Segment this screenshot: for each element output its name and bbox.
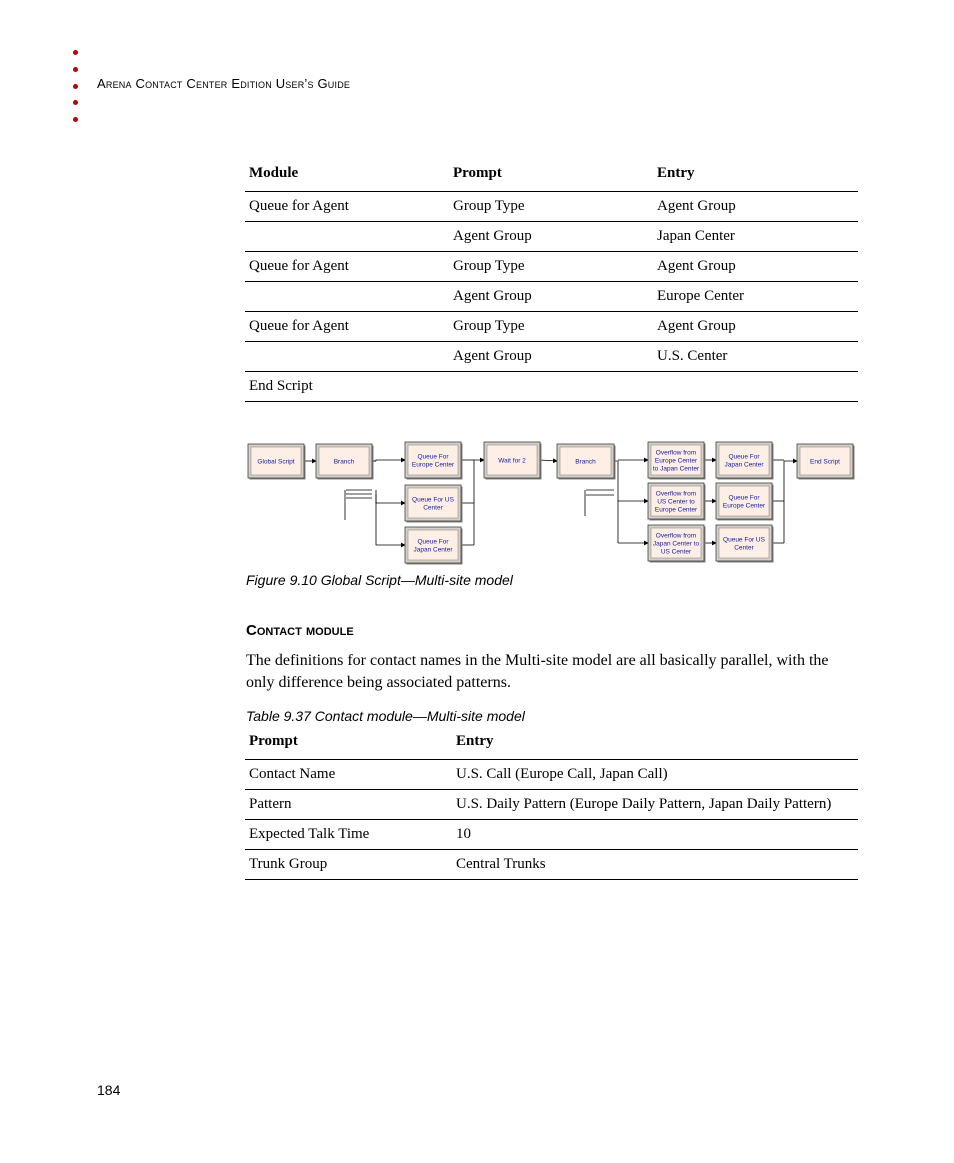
box-label: Overflow from bbox=[655, 532, 697, 540]
box-label: Overflow from bbox=[655, 490, 697, 498]
diagram-box-ov1 bbox=[648, 442, 706, 480]
table-row bbox=[245, 312, 858, 342]
connector-line bbox=[784, 461, 797, 543]
table-cell bbox=[653, 372, 858, 402]
box-label: Japan Center bbox=[413, 546, 453, 554]
column-header: Module bbox=[245, 155, 449, 192]
table-cell: Queue for Agent bbox=[245, 192, 449, 222]
diagram-box-q-us2 bbox=[716, 525, 774, 563]
table-cell: Agent Group bbox=[653, 252, 858, 282]
table-header-row bbox=[245, 155, 858, 192]
box-label: Branch bbox=[575, 458, 596, 466]
table-cell: Group Type bbox=[449, 312, 653, 342]
table-row bbox=[245, 252, 858, 282]
box-label: Europe Center bbox=[654, 457, 698, 465]
figure-caption: Figure 9.10 Global Script—Multi-site model bbox=[246, 572, 513, 588]
bullet-icon bbox=[73, 117, 78, 122]
table-cell: 10 bbox=[452, 820, 858, 850]
diagram-box-wait bbox=[484, 442, 542, 480]
table-cell: Contact Name bbox=[245, 760, 452, 790]
table-cell: Group Type bbox=[449, 252, 653, 282]
diagram-box-global bbox=[248, 444, 306, 480]
box-label: Center bbox=[734, 544, 754, 552]
table-row bbox=[245, 820, 858, 850]
connector-line bbox=[376, 460, 405, 461]
box-label: Queue For US bbox=[723, 536, 765, 544]
box-label: Queue For bbox=[417, 538, 449, 546]
diagram-box-q-japan2 bbox=[716, 442, 774, 480]
table-cell: Expected Talk Time bbox=[245, 820, 452, 850]
table-cell: Agent Group bbox=[449, 342, 653, 372]
table-cell: Queue for Agent bbox=[245, 252, 449, 282]
diagram-box-branch1 bbox=[316, 444, 374, 480]
box-label: Japan Center bbox=[724, 461, 764, 469]
table-cell: Group Type bbox=[449, 192, 653, 222]
table-header-row bbox=[245, 723, 858, 760]
table-cell bbox=[449, 372, 653, 402]
table-row bbox=[245, 222, 858, 252]
diagram-box-q-japan1 bbox=[405, 527, 463, 565]
diagram-box-ov2 bbox=[648, 483, 706, 521]
table-cell: U.S. Daily Pattern (Europe Daily Pattern, Japan Daily Pattern) bbox=[452, 790, 858, 820]
box-label: Europe Center bbox=[722, 502, 766, 510]
table-cell: U.S. Call (Europe Call, Japan Call) bbox=[452, 760, 858, 790]
table-row bbox=[245, 850, 858, 880]
table-cell: Agent Group bbox=[449, 282, 653, 312]
table-row bbox=[245, 192, 858, 222]
box-label: Queue For bbox=[728, 494, 760, 502]
box-label: Europe Center bbox=[654, 506, 698, 514]
section-heading: Contact module bbox=[246, 622, 354, 639]
table-cell bbox=[245, 342, 449, 372]
table-cell: Agent Group bbox=[449, 222, 653, 252]
table-cell: End Script bbox=[245, 372, 449, 402]
table-row bbox=[245, 282, 858, 312]
table-row bbox=[245, 760, 858, 790]
table-cell: Japan Center bbox=[653, 222, 858, 252]
contact-table bbox=[245, 723, 858, 880]
table-cell: Agent Group bbox=[653, 312, 858, 342]
table-cell bbox=[245, 282, 449, 312]
bullet-icon bbox=[73, 50, 78, 55]
bullet-icon bbox=[73, 84, 78, 89]
box-label: to Japan Center bbox=[652, 465, 700, 473]
table-cell: Central Trunks bbox=[452, 850, 858, 880]
box-label: Japan Center to bbox=[652, 540, 700, 548]
flow-diagram bbox=[246, 438, 858, 566]
flow-diagram-canvas bbox=[246, 438, 858, 566]
table-row bbox=[245, 372, 858, 402]
script-table bbox=[245, 155, 858, 402]
table-cell: U.S. Center bbox=[653, 342, 858, 372]
diagram-box-end bbox=[797, 444, 855, 480]
table-cell: Queue for Agent bbox=[245, 312, 449, 342]
column-header: Prompt bbox=[245, 723, 452, 760]
diagram-box-q-us1 bbox=[405, 485, 463, 523]
table-cell: Trunk Group bbox=[245, 850, 452, 880]
diagram-box-branch2 bbox=[557, 444, 616, 480]
box-label: Wait for 2 bbox=[498, 457, 526, 465]
box-label: Overflow from bbox=[655, 449, 697, 457]
box-label: Queue For US bbox=[412, 496, 454, 504]
diagram-box-ov3 bbox=[648, 525, 706, 563]
bullet-icon bbox=[73, 100, 78, 105]
body-paragraph: The definitions for contact names in the Multi-site model are all basically parallel, with the only difference being associated patterns. bbox=[246, 652, 829, 691]
box-label: Center bbox=[423, 504, 443, 512]
connector-line bbox=[474, 460, 484, 545]
column-header: Entry bbox=[653, 155, 858, 192]
box-label: Europe Center bbox=[411, 461, 455, 469]
running-header: Arena Contact Center Edition User’s Guide bbox=[97, 76, 351, 91]
box-label: Global Script bbox=[257, 458, 295, 466]
connector-line bbox=[540, 460, 557, 461]
box-label: Queue For bbox=[728, 453, 760, 461]
column-header: Prompt bbox=[449, 155, 653, 192]
box-label: US Center bbox=[660, 548, 692, 556]
table-cell: Agent Group bbox=[653, 192, 858, 222]
box-label: End Script bbox=[810, 458, 840, 466]
box-label: US Center to bbox=[657, 498, 695, 506]
box-label: Branch bbox=[333, 458, 355, 466]
diagram-box-q-europe1 bbox=[405, 442, 463, 480]
box-label: Queue For bbox=[417, 453, 449, 461]
connector-line bbox=[376, 490, 405, 503]
table-cell: Europe Center bbox=[653, 282, 858, 312]
bullet-icon bbox=[73, 67, 78, 72]
page-number: 184 bbox=[97, 1082, 121, 1098]
table-row bbox=[245, 790, 858, 820]
table-cell bbox=[245, 222, 449, 252]
diagram-box-q-europe2 bbox=[716, 483, 774, 521]
table-row bbox=[245, 342, 858, 372]
table-cell: Pattern bbox=[245, 790, 452, 820]
column-header: Entry bbox=[452, 723, 858, 760]
table-caption: Table 9.37 Contact module—Multi-site model bbox=[246, 708, 525, 724]
connector-line bbox=[376, 494, 405, 545]
